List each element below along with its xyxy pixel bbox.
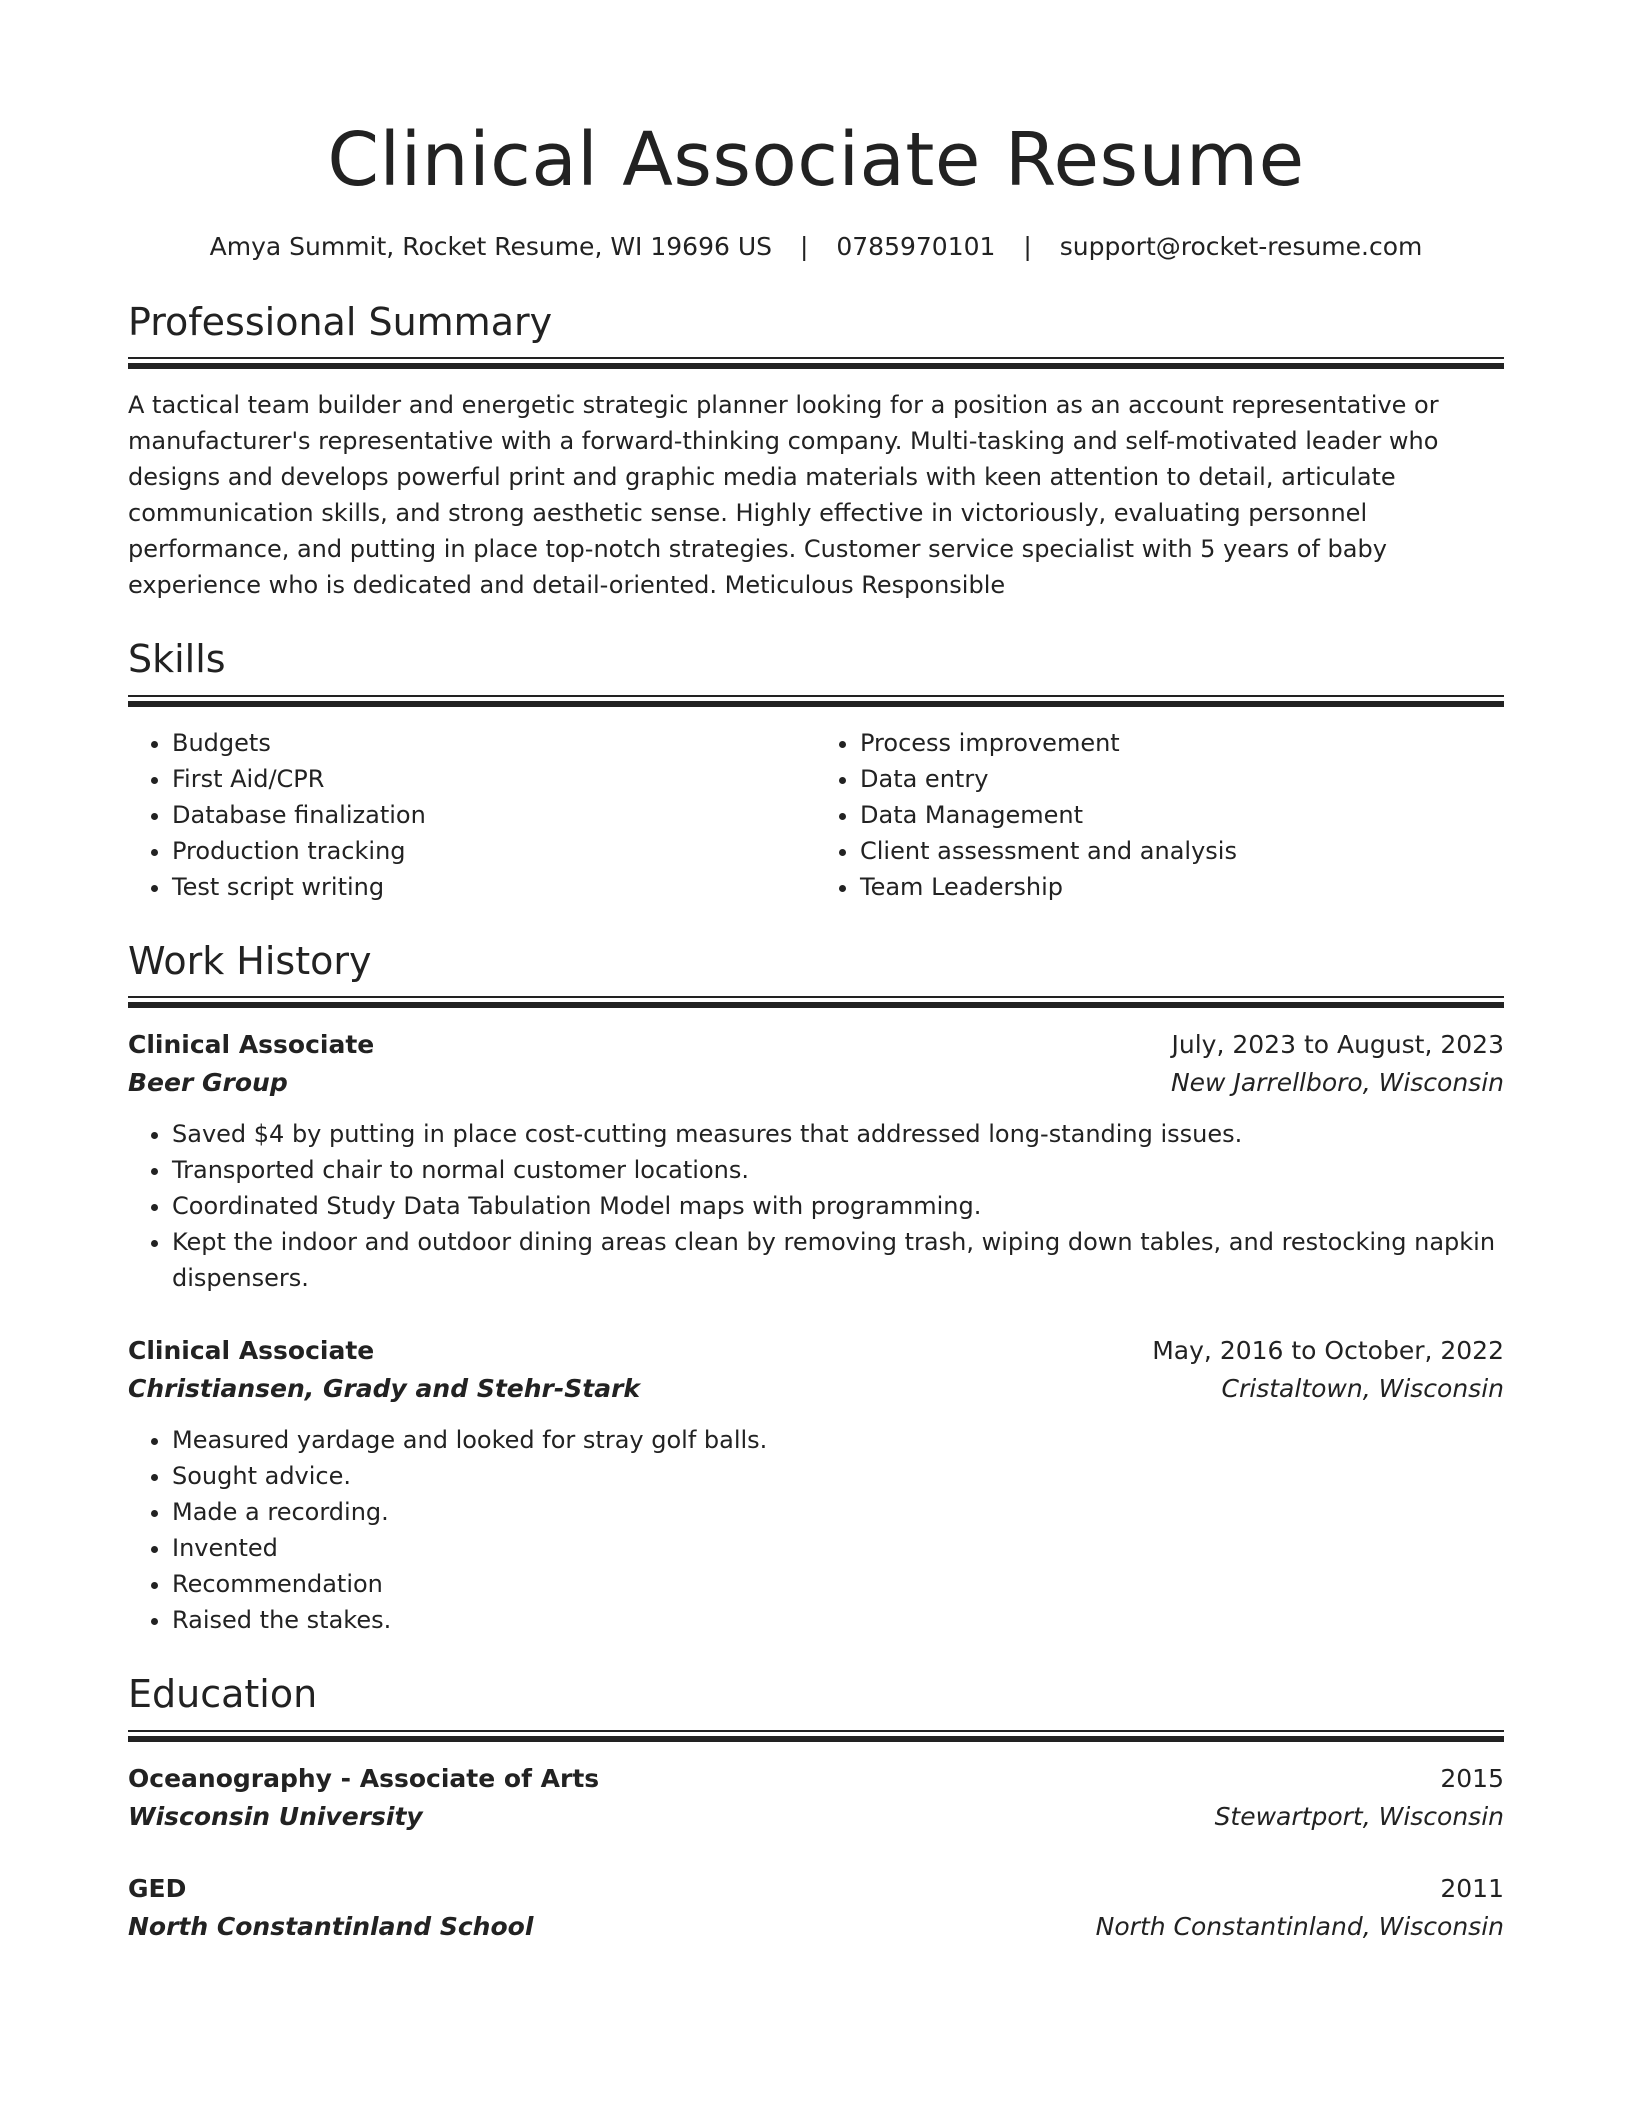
job-bullet: • Kept the indoor and outdoor dining areas clean by removing trash, wiping down tables, and restocking napkin dispensers. bbox=[172, 1224, 1504, 1296]
job-location: New Jarrellboro, Wisconsin bbox=[1170, 1068, 1504, 1098]
education-school: Wisconsin University bbox=[128, 1801, 423, 1831]
education-school-row bbox=[128, 1908, 1504, 1946]
education-entry bbox=[128, 1870, 1504, 1946]
job-bullet: • Sought advice. bbox=[172, 1458, 1504, 1494]
education-location: Stewartport, Wisconsin bbox=[1214, 1801, 1504, 1831]
section-title-summary: Professional Summary bbox=[128, 299, 553, 344]
work-history-section bbox=[128, 939, 1504, 1639]
section-divider bbox=[128, 1730, 1504, 1742]
job-header-row bbox=[128, 1026, 1504, 1064]
education-year: 2015 bbox=[1440, 1763, 1504, 1793]
section-title-education: Education bbox=[128, 1672, 318, 1717]
contact-email: support@rocket-resume.com bbox=[1059, 232, 1423, 262]
contact-phone: 0785970101 bbox=[836, 232, 996, 262]
job-dates: May, 2016 to October, 2022 bbox=[1152, 1336, 1504, 1366]
section-title-work: Work History bbox=[128, 938, 372, 983]
job-bullet: • Measured yardage and looked for stray golf balls. bbox=[172, 1422, 1504, 1458]
skills-section bbox=[128, 637, 1504, 905]
skill-item: • Data Management bbox=[860, 797, 1504, 833]
skill-item: • First Aid/CPR bbox=[172, 761, 816, 797]
skill-item: • Database finalization bbox=[172, 797, 816, 833]
job-bullet: • Invented bbox=[172, 1530, 1504, 1566]
contact-separator: | bbox=[799, 232, 809, 262]
section-divider bbox=[128, 357, 1504, 369]
education-year: 2011 bbox=[1440, 1873, 1504, 1903]
job-bullet: • Saved $4 by putting in place cost-cutting measures that addressed long-standing issues. bbox=[172, 1116, 1504, 1152]
skills-list-right bbox=[816, 725, 1504, 905]
skills-columns bbox=[128, 725, 1504, 905]
job-entry bbox=[128, 1332, 1504, 1638]
job-bullets bbox=[128, 1116, 1504, 1296]
job-bullet: • Transported chair to normal customer locations. bbox=[172, 1152, 1504, 1188]
education-location: North Constantinland, Wisconsin bbox=[1095, 1911, 1504, 1941]
job-company: Christiansen, Grady and Stehr-Stark bbox=[128, 1374, 641, 1404]
resume-title: Clinical Associate Resume bbox=[327, 117, 1305, 203]
education-header-row bbox=[128, 1870, 1504, 1908]
job-title: Clinical Associate bbox=[128, 1336, 375, 1366]
job-bullet: • Coordinated Study Data Tabulation Model maps with programming. bbox=[172, 1188, 1504, 1224]
job-bullet: • Recommendation bbox=[172, 1566, 1504, 1602]
job-company: Beer Group bbox=[128, 1068, 288, 1098]
skill-item: • Budgets bbox=[172, 725, 816, 761]
job-bullet: • Made a recording. bbox=[172, 1494, 1504, 1530]
contact-address: Amya Summit, Rocket Resume, WI 19696 US bbox=[209, 232, 773, 262]
skill-item: • Production tracking bbox=[172, 833, 816, 869]
summary-section bbox=[128, 300, 1504, 604]
education-section bbox=[128, 1672, 1504, 1946]
contact-separator: | bbox=[1023, 232, 1032, 262]
job-location: Cristaltown, Wisconsin bbox=[1221, 1374, 1504, 1404]
education-school-row bbox=[128, 1798, 1504, 1836]
section-title-skills: Skills bbox=[128, 637, 226, 682]
section-divider bbox=[128, 996, 1504, 1008]
job-header-row bbox=[128, 1332, 1504, 1370]
job-title: Clinical Associate bbox=[128, 1030, 375, 1060]
job-dates: July, 2023 to August, 2023 bbox=[1171, 1030, 1504, 1060]
section-divider bbox=[128, 695, 1504, 707]
skill-item: • Client assessment and analysis bbox=[860, 833, 1504, 869]
education-degree: GED bbox=[128, 1873, 187, 1903]
job-bullets bbox=[128, 1422, 1504, 1638]
skill-item: • Team Leadership bbox=[860, 869, 1504, 905]
job-company-row bbox=[128, 1370, 1504, 1408]
education-header-row bbox=[128, 1760, 1504, 1798]
job-bullet: • Raised the stakes. bbox=[172, 1602, 1504, 1638]
skill-item: • Test script writing bbox=[172, 869, 816, 905]
education-entry bbox=[128, 1760, 1504, 1836]
education-degree: Oceanography - Associate of Arts bbox=[128, 1763, 600, 1793]
skills-list-left bbox=[128, 725, 816, 905]
contact-line bbox=[128, 231, 1504, 264]
summary-text: A tactical team builder and energetic strategic planner looking for a position as an account representative or manufacturer's representative with a forward-thinking company. Multi-tasking and self-motivated leader who designs and develops powerful print and graphic media materials with keen attention to detail, articulate communication skills, and strong aesthetic sense. Highly effective in victoriously, evaluating personnel performance, and putting in place top-notch strategies. Customer service specialist with 5 years of baby experience who is dedicated and detail-oriented. Meticulous Responsible bbox=[128, 391, 1439, 600]
skill-item: • Data entry bbox=[860, 761, 1504, 797]
job-company-row bbox=[128, 1064, 1504, 1102]
skill-item: • Process improvement bbox=[860, 725, 1504, 761]
job-entry bbox=[128, 1026, 1504, 1296]
education-school: North Constantinland School bbox=[128, 1911, 534, 1941]
